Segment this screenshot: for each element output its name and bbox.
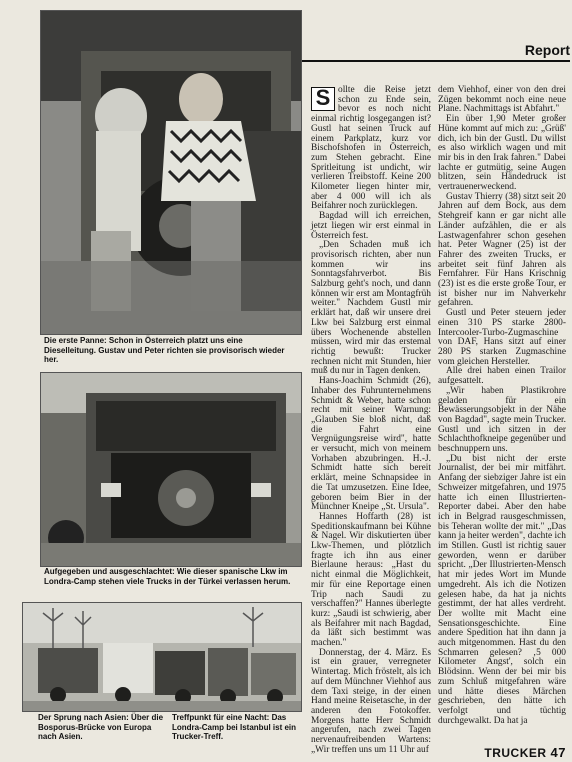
photo-camp [22, 602, 302, 712]
caption-bosporus: Der Sprung nach Asien: Über die Bosporus-Brücke von Europa nach Asien. [38, 713, 164, 742]
photo-panne-image [41, 11, 301, 334]
paragraph: Gustl und Peter steuern jeder einen 310 PS starke 2800-Intercooler-Turbo-Zugmaschine von DAF, Hans sitzt auf einer 280 PS starken Zugmaschine vom gleichen Hersteller. [438, 308, 566, 367]
caption-panne: Die erste Panne: Schon in Österreich platzt uns eine Dieselleitung. Gustav und Peter richten sie provisorisch wieder her. [44, 336, 285, 365]
caption-lkw: Aufgegeben und ausgeschlachtet: Wie dieser spanische Lkw im Londra-Camp stehen viele Trucks in der Türkei verlassen herum. [44, 567, 291, 586]
header-rule [300, 60, 570, 62]
paragraph: „Du bist nicht der erste Journalist, der bei mir mitfährt. Anfang der siebziger Jahre ist ein Schweizer mitgefahren, und 1975 hatte ich einen Illustrierten-Reporter dabei. Aber den habe ich in Belgrad rausgeschmissen, bis Teheran wollte der mit." „Das kann ja heiter werden", dachte ich im Stillen. Gustl ist richtig sauer geworden, wenn er darüber spricht. „Der Illustrierten-Mensch hat mir jedes Wort im Munde umgedreht. Als ich die Notizen gelesen habe, da hat ja nichts gestimmt, der hat alles verdreht. Der wollte mit Macht eine Sensationsgeschichte. Eine andere Spedition hat ihn dann ja auch mitgenommen. Hast du den Schmarren gelesen? ‚5 000 Kilometer Angst', solch ein Blödsinn. Wenn der bei mir bis zum Schluß mitgefahren wäre und hätte dieses Märchen geschrieben, den hätte ich verfolgt und tüchtig durchgewalkt. Da hat ja [438, 453, 566, 726]
magazine-name: TRUCKER [484, 746, 547, 760]
paragraph: Donnerstag, der 4. März. Es ist ein grauer, verregneter Wintertag. Mich fröstelt, als ich auf dem Münchner Viehhof aus dem Taxi steige, in der einen Hand meine Reisetasche, in der anderen den Fotokoffer. Morgens hatte Herr Schmidt angerufen, nach zwei Tagen nervenaufreibenden Wartens: „Wir treffen uns um 11 Uhr auf [311, 647, 431, 755]
paragraph: Bagdad will ich erreichen, jetzt liegen wir erst einmal in Österreich fest. [311, 211, 431, 241]
paragraph: Hannes Hoffarth (28) ist Speditionskaufmann bei Kühne & Nagel. Wir diskutierten über Lkw-Themen, und plötzlich fragte ich ihn aus einer Bierlaune heraus: „Hast du nicht einmal die Möglichkeit, mir für eine Reportage einen Trip nach Saudi zu verschaffen?" Hannes überlegte kurz: „Saudi ist schwierig, aber als Beifahrer mit nach Bagdad, da läßt sich bestimmt was machen." [311, 511, 431, 649]
section-label: Report [524, 42, 570, 58]
paragraph: Alle drei haben einen Trailor aufgesattelt. [438, 366, 566, 387]
paragraph: ollte die Reise jetzt schon zu Ende sein, bevor es noch nicht einmal richtig losgegangen ist? Gustl hat seinen Truck auf einem Parkplatz, kurz vor Bischofshofen in Österreich, zum Stehen gebracht. Eine Spritleitung ist undicht, wir verlieren Treibstoff. Keine 200 Kilometer liegen hinter mir, aber 4 000 will ich als Beifahrer noch zurücklegen. [311, 85, 431, 212]
paragraph: Gustav Thierry (38) sitzt seit 20 Jahren auf dem Bock, aus dem Stehgreif kann er gar nicht alle Länder aufzählen, die er als Lastwagenfahrer schon gesehen hat. Peter Wagner (25) ist der Fahrer des zweiten Trucks, er arbeitet seit fünf Jahren als Fernfahrer. Für Hans Krischnig (23) ist es die erste große Tour, er ist bisher nur im Nahverkehr gefahren. [438, 191, 566, 309]
paragraph: dem Viehhof, einer von den drei Zügen bekommt noch eine neue Plane. Nachmittags ist Abfahrt." [438, 85, 566, 115]
photo-panne [40, 10, 302, 335]
drop-cap: S [311, 87, 335, 111]
caption-londra: Treffpunkt für eine Nacht: Das Londra-Camp bei Istanbul ist ein Trucker-Treff. [172, 713, 297, 742]
photo-camp-image [23, 603, 301, 711]
paragraph: Ein über 1,90 Meter großer Hüne kommt auf mich zu: „Grüß' dich, ich bin der Gustl. Du willst es also wirklich wagen und mit mir bis in den Irak fahren." Dabei lachte er gutmütig, seine Augen blitzen, sein Händedruck ist vertrauenerweckend. [438, 114, 566, 193]
photo-lkw-image [41, 373, 301, 566]
article-column-2 [438, 86, 566, 736]
page-footer [484, 745, 566, 760]
paragraph: „Den Schaden muß ich provisorisch richten, aber nun kommen wir ins Sonntagsfahrverbot. Bis Salzburg geht's noch, und dann können wir erst am Montagfrüh weiter." Nachdem Gustl mir erklärt hat, daß wir unsere drei Lkw bei Salzburg erst einmal übers Wochenende abstellen müssen, wird mir das erstemal richtig bewußt: Trucker rechnen nicht mit Stunden, hier muß du nur in Tagen denken. [311, 240, 431, 377]
page-number: 47 [550, 745, 566, 760]
paragraph: „Wir haben Plastikrohre geladen für ein Bewässerungsobjekt in der Nähe von Bagdad", sagte mein Trucker. Gustl und ich sitzen in der Schlachthofkneipe gegenüber und beschnuppern uns. [438, 385, 566, 455]
article-column-1 [311, 85, 431, 755]
photo-lkw [40, 372, 302, 567]
paragraph: Hans-Joachim Schmidt (26), Inhaber des Fuhrunternehmens Schmidt & Weber, hatte schon recht mit seiner Warnung: „Glauben Sie bloß nicht, daß die Fahrt eine Vergnügungsreise wird", hatte er versucht, mich von meinem Vorhaben abzubringen. H.-J. Schmidt hatte sich bereit erklärt, meine Schnapsidee in die Tat umzusetzen. Eine Idee, geboren beim Bier in der Münchner Kneipe „St. Ursula". [311, 376, 431, 513]
